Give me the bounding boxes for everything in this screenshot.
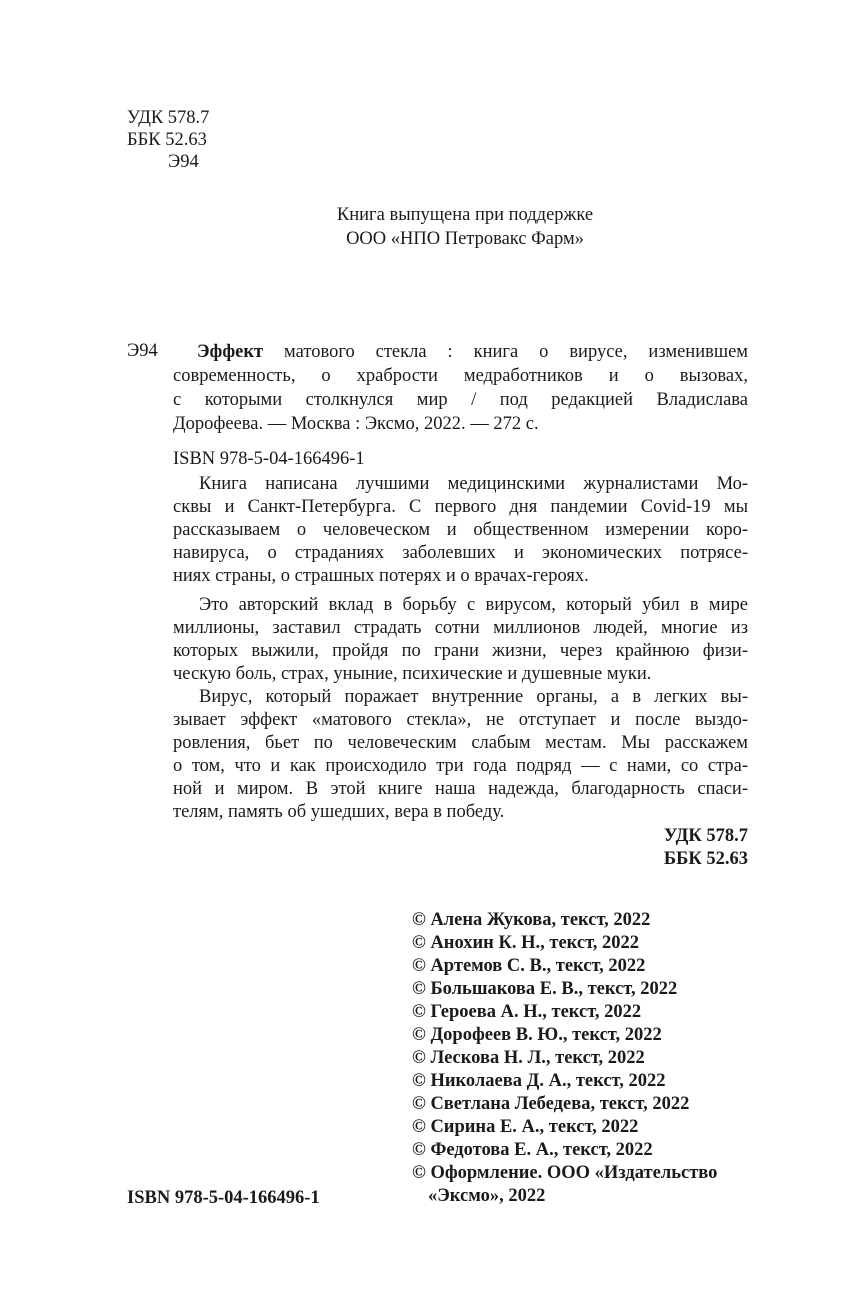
bbk-code-top: ББК 52.63 (127, 130, 207, 150)
copyright-line: © Большакова Е. В., текст, 2022 (412, 979, 678, 999)
entry-line-1 (197, 341, 748, 364)
support-line-2: ООО «НПО Петровакс Фарм» (346, 229, 584, 249)
udk-code-bottom: УДК 578.7 (663, 826, 748, 846)
entry-line-1-text: матового стекла : книга о вирусе, изменившем (263, 342, 748, 362)
author-mark-top: Э94 (168, 152, 199, 172)
copyright-line: © Артемов С. В., текст, 2022 (412, 956, 646, 976)
bbk-code-bottom: ББК 52.63 (663, 849, 748, 869)
annotation-line: ческую боль, страх, уныние, психические и душевные муки. (173, 664, 652, 684)
annotation-line: Книга написана лучшими медицинскими журналистами Мо- (199, 474, 748, 494)
copyright-line: © Николаева Д. А., текст, 2022 (412, 1071, 666, 1091)
entry-title-bold: Эффект (197, 342, 264, 362)
copyright-line: © Героева А. Н., текст, 2022 (412, 1002, 642, 1022)
annotation-line: телям, память об ушедших, вера в победу. (173, 802, 505, 822)
annotation-line: Вирус, который поражает внутренние органы, а в легких вы- (199, 687, 748, 707)
annotation-line: ровления, бьет по человеческим слабым местам. Мы расскажем (173, 733, 748, 753)
support-line-1: Книга выпущена при поддержке (336, 205, 594, 225)
copyright-line: «Эксмо», 2022 (428, 1186, 546, 1206)
annotation-line: миллионы, заставил страдать сотни миллионов людей, многие из (173, 618, 748, 638)
isbn-bottom: ISBN 978-5-04-166496-1 (127, 1188, 320, 1208)
copyright-line: © Оформление. ООО «Издательство (412, 1163, 718, 1183)
copyright-line: © Алена Жукова, текст, 2022 (412, 910, 651, 930)
annotation-line: о том, что и как происходило три года подряд — с нами, со стра- (173, 756, 748, 776)
copyright-line: © Лескова Н. Л., текст, 2022 (412, 1048, 645, 1068)
copyright-line: © Сирина Е. А., текст, 2022 (412, 1117, 639, 1137)
annotation-line: Это авторский вклад в борьбу с вирусом, который убил в мире (199, 595, 748, 615)
copyright-line: © Анохин К. Н., текст, 2022 (412, 933, 640, 953)
copyright-line: © Светлана Лебедева, текст, 2022 (412, 1094, 690, 1114)
annotation-line: сквы и Санкт-Петербурга. С первого дня пандемии Covid-19 мы (173, 497, 748, 517)
entry-isbn: ISBN 978-5-04-166496-1 (173, 449, 365, 469)
annotation-line: рассказываем о человеческом и общественном измерении коро- (173, 520, 748, 540)
annotation-line: ниях страны, о страшных потерях и о врачах-героях. (173, 566, 589, 586)
udk-code-top: УДК 578.7 (127, 108, 210, 128)
entry-line-3: с которыми столкнулся мир / под редакцией Владислава (173, 390, 748, 410)
copyright-line: © Дорофеев В. Ю., текст, 2022 (412, 1025, 662, 1045)
copyright-line: © Федотова Е. А., текст, 2022 (412, 1140, 653, 1160)
annotation-line: зывает эффект «матового стекла», не отступает и после выздо- (173, 710, 748, 730)
annotation-line: которых выжили, пройдя по грани жизни, через крайнюю физи- (173, 641, 748, 661)
annotation-line: навируса, о страданиях заболевших и экономических потрясе- (173, 543, 748, 563)
entry-line-2: современность, о храбрости медработников и о вызовах, (173, 366, 748, 386)
entry-mark: Э94 (127, 341, 158, 361)
entry-line-4: Дорофеева. — Москва : Эксмо, 2022. — 272 с. (173, 414, 539, 434)
annotation-line: ной и миром. В этой книге наша надежда, благодарность спаси- (173, 779, 748, 799)
